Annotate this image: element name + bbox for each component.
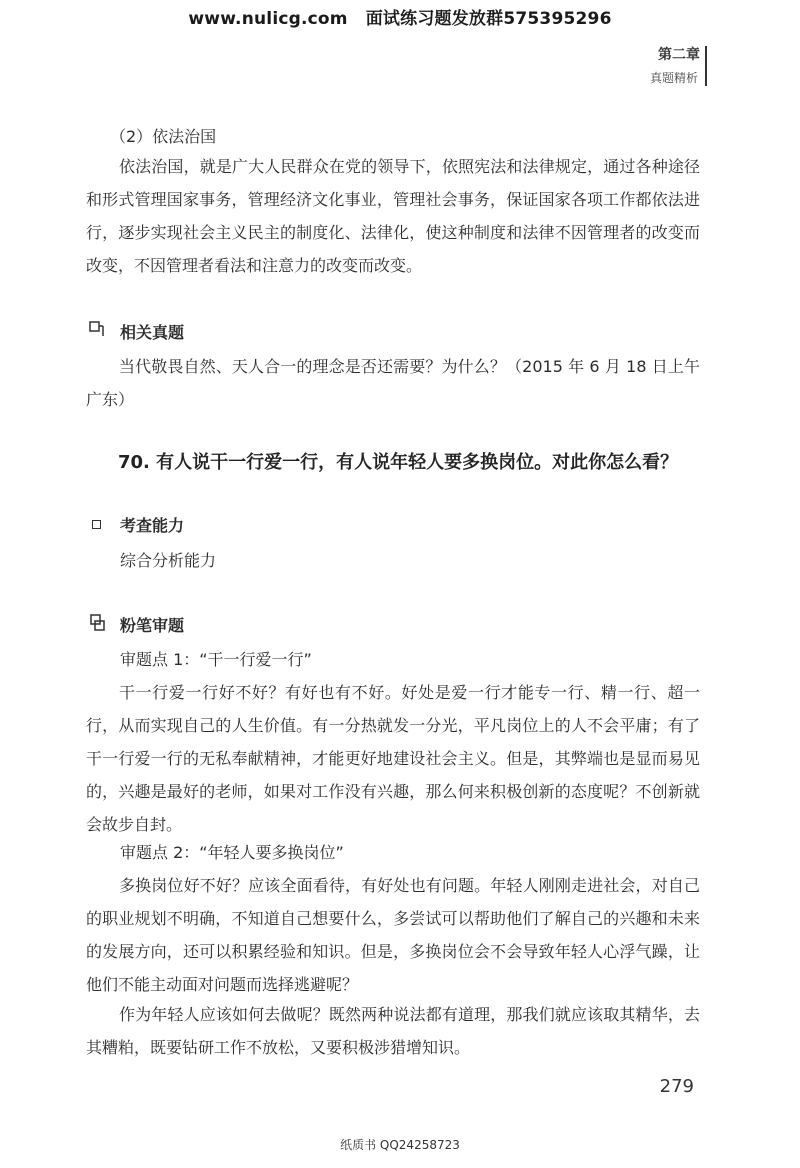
- ability-text: 综合分析能力: [120, 551, 217, 570]
- point2-title: 审题点 2：“年轻人要多换岗位”: [120, 843, 344, 862]
- question-title: 70. 有人说干一行爱一行，有人说年轻人要多换岗位。对此你怎么看？: [118, 452, 679, 473]
- top-banner: [0, 4, 800, 29]
- conclusion-text: 作为年轻人应该如何去做呢？既然两种说法都有道理，那我们就应该取其精华，去其糟粕，既要钻研工作不放松，又要积极涉猎增知识。: [86, 1005, 700, 1057]
- banner-text: 面试练习题发放群575395296: [365, 9, 612, 29]
- banner-url: www.nulicg.com: [188, 9, 348, 29]
- analysis-heading: 粉笔审题: [120, 616, 185, 635]
- chapter-title: 第二章: [658, 47, 700, 63]
- document-icon: [88, 320, 106, 338]
- related-heading: 相关真题: [120, 323, 185, 342]
- page-number: 279: [659, 1076, 694, 1097]
- pen-box-icon: [88, 613, 108, 633]
- chapter-subtitle: 真题精析: [649, 71, 698, 85]
- section-title: （2）依法治国: [110, 127, 217, 146]
- checkbox-icon: [92, 520, 101, 529]
- ability-heading: 考查能力: [120, 516, 185, 535]
- related-icon: [88, 320, 106, 342]
- point1-title: 审题点 1：“干一行爱一行”: [120, 650, 312, 669]
- related-text: 当代敬畏自然、天人合一的理念是否还需要？为什么？（2015 年 6 月 18 日上午 广东）: [86, 357, 700, 409]
- point2-text: 多换岗位好不好？应该全面看待，有好处也有问题。年轻人刚刚走进社会，对自己的职业规划不明确，不知道自己想要什么，多尝试可以帮助他们了解自己的兴趣和未来的发展方向，还可以积累经验和知识。但是，多换岗位会不会导致年轻人心浮气躁，让他们不能主动面对问题而选择逃避呢？: [86, 876, 700, 994]
- section-paragraph: 依法治国，就是广大人民群众在党的领导下，依照宪法和法律规定，通过各种途径和形式管理国家事务，管理经济文化事业，管理社会事务，保证国家各项工作都依法进行，逐步实现社会主义民主的制度化、法律化，使这种制度和法律不因管理者的改变而改变，不因管理者看法和注意力的改变而改变。: [86, 157, 700, 275]
- analysis-icon: [88, 613, 108, 637]
- footer-note: 纸质书 QQ24258723: [340, 1138, 460, 1152]
- chapter-divider: [705, 46, 707, 86]
- point1-text: 干一行爱一行好不好？有好也有不好。好处是爱一行才能专一行、精一行、超一行，从而实现自己的人生价值。有一分热就发一分光，平凡岗位上的人不会平庸；有了干一行爱一行的无私奉献精神，才能更好地建设社会主义。但是，其弊端也是显而易见的，兴趣是最好的老师，如果对工作没有兴趣，那么何来积极创新的态度呢？不创新就会故步自封。: [86, 683, 700, 834]
